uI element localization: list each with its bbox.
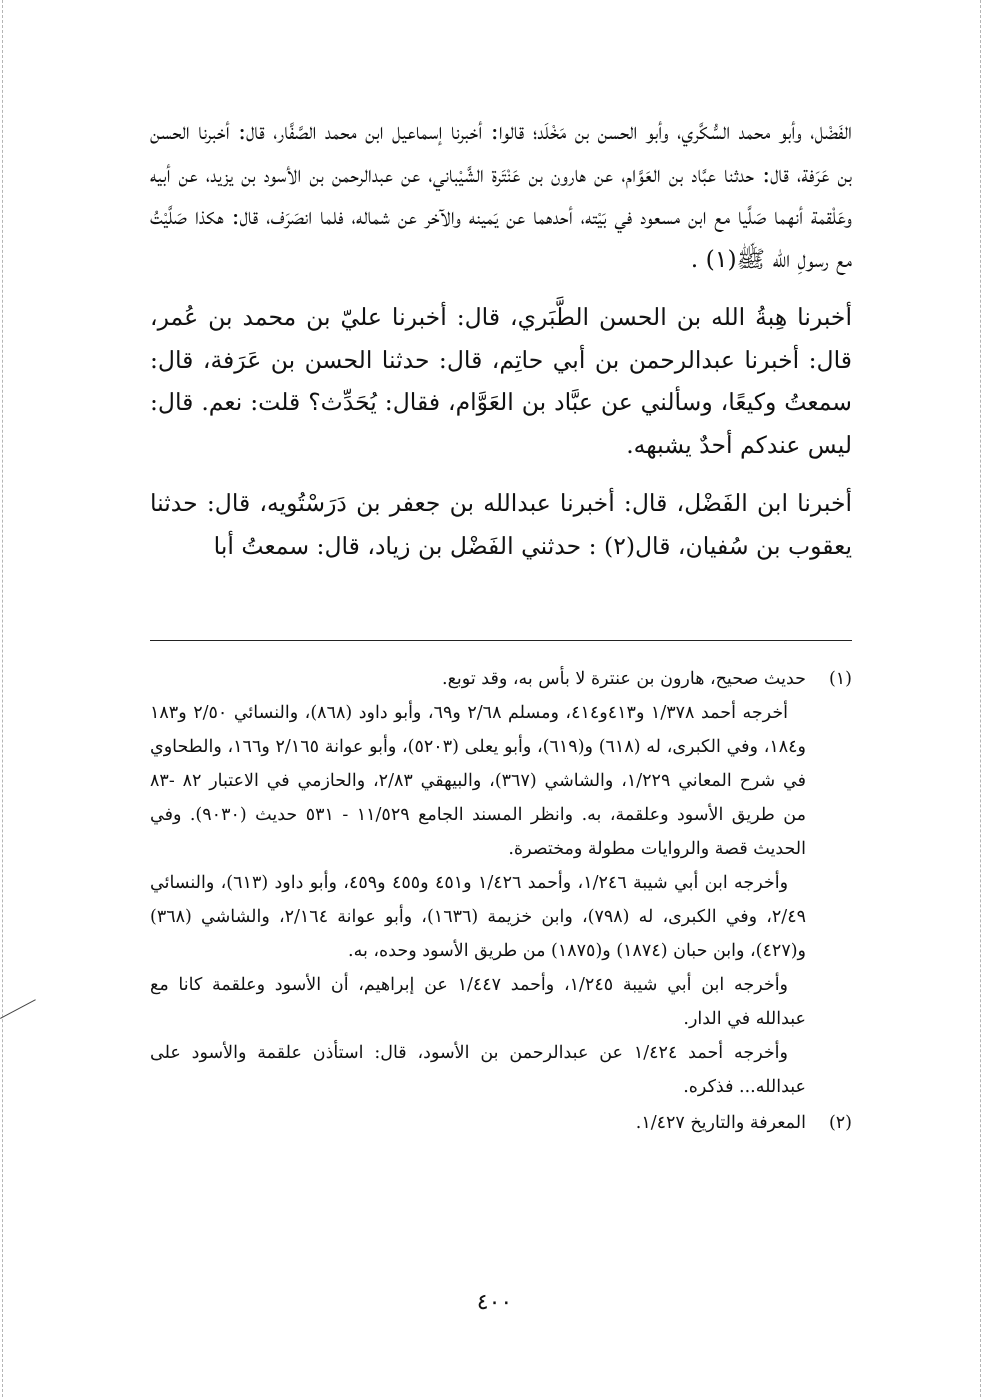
footnote-line: حديث صحيح، هارون بن عنترة لا بأس به، وقد توبع. — [442, 669, 806, 689]
footnote-number: (٢) — [828, 1113, 852, 1133]
footnote-body — [150, 662, 806, 1104]
main-paragraph-2: أخبرنا هِبةُ الله بن الحسن الطَّبَري، قال: أخبرنا عليّ بن محمد بن عُمر، قال: أخبرنا عبدالرحمن بن أبي حاتِم، قال: حدثنا الحسن بن عَرَفة، قال: سمعتُ وكيعًا، وسألني عن عبَّاد بن العَوَّام، فقال: يُحَدِّث؟ قلت: نعم. قال: ليس عندكم أحدٌ يشبهه. — [150, 303, 852, 459]
footnote-line: أخرجه أحمد ١/٣٧٨ و٤١٣و٤١٤، ومسلم ٢/٦٨ و٦٩، وأبو داود (٨٦٨)، والنسائي ٢/٥٠ و١٨٣ و١٨٤، وفي الكبرى، له (٦١٨) و(٦١٩)، وأبو يعلى (٥٢٠٣)، وأبو عوانة ٢/١٦٥ و١٦٦، والطحاوي في شرح المعاني ١/٢٢٩، والشاشي (٣٦٧)، والبيهقي ٢/٨٣، والحازمي في الاعتبار ٨٢ -٨٣ من طريق الأسود وعلقمة، به. وانظر المسند الجامع ١١/٥٢٩ - ٥٣١ حديث (٩٠٣٠). وفي الحديث قصة والروايات مطولة ومختصرة. — [150, 703, 807, 859]
footnote-body — [150, 1106, 806, 1140]
scan-edge-left — [2, 0, 3, 1397]
footnote-line: وأخرجه ابن أبي شيبة ١/٢٤٦، وأحمد ١/٤٢٦ و٤٥١ و٤٥٥ و٤٥٩، وأبو داود (٦١٣)، والنسائي ٢/٤٩، وفي الكبرى، له (٧٩٨)، وابن خزيمة (١٦٣٦)، وأبو عوانة ٢/١٦٤، والشاشي (٣٦٨) و(٤٢٧)، وابن حبان (١٨٧٤) و(١٨٧٥) من طريق الأسود وحده، به. — [150, 873, 807, 961]
footnotes — [150, 662, 852, 1142]
main-text — [150, 110, 852, 567]
main-paragraph-1: الفَضْل، وأبو محمد السُّكَّري، وأبو الحسن بن مَخْلَد؛ قالوا: أخبرنا إسماعيل ابن محمد الصَّفَّار، قال: أخبرنا الحسن بن عَرَفة، قال: حدثنا عبَّاد بن العَوَّام، عن هارون بن عَنْتَرة الشَّيْباني، عن عبدالرحمن بن الأسود بن يزيد، عن أبيه وعَلْقمة أنهما صَلَّيا مع ابن مسعود في بَيْته، أحدهما عن يَمينه والآخر عن شماله، فلما انصَرَف، قال: هكذا صَلَّيْتُ مع رسولِ الله ﷺ(١) . — [150, 117, 852, 273]
page-number: ٤٠٠ — [476, 1290, 513, 1315]
footnote-number: (١) — [828, 669, 852, 689]
margin-mark — [0, 999, 46, 1038]
footnote-2 — [150, 1106, 852, 1140]
footnote-separator — [150, 640, 852, 641]
footnote-1 — [150, 662, 852, 1104]
main-paragraph-3: أخبرنا ابن الفَضْل، قال: أخبرنا عبدالله بن جعفر بن دَرَسْتُويه، قال: حدثنا يعقوب بن سُفيان، قال(٢) : حدثني الفَضْل بن زياد، قال: سمعتُ أبا — [150, 489, 852, 560]
footnote-line: المعرفة والتاريخ ١/٤٢٧. — [635, 1113, 806, 1133]
footnote-line: وأخرجه أحمد ١/٤٢٤ عن عبدالرحمن بن الأسود، قال: استأذن علقمة والأسود على عبدالله... فذكره. — [150, 1043, 806, 1097]
footnote-line: وأخرجه ابن أبي شيبة ١/٢٤٥، وأحمد ١/٤٤٧ عن إبراهيم، أن الأسود وعلقمة كانا مع عبدالله في الدار. — [150, 975, 806, 1029]
scan-edge-right — [980, 0, 981, 1397]
